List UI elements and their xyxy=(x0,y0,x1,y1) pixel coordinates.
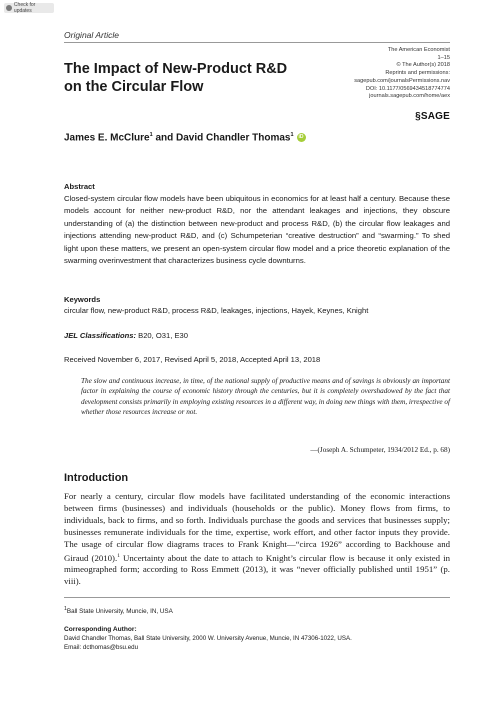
footnote-divider xyxy=(64,597,450,598)
reprints: Reprints and permissions: xyxy=(385,70,450,77)
permissions-link[interactable]: sagepub.com/journalsPermissions.nav xyxy=(354,77,450,84)
corresponding-author-heading: Corresponding Author: xyxy=(64,626,137,633)
badge-label: Check for updates xyxy=(13,2,36,14)
corresponding-address: David Chandler Thomas, Ball State University, 2000 W. University Avenue, Muncie, IN 47306-1022, USA. xyxy=(64,635,352,642)
title-line-2: on the Circular Flow xyxy=(64,79,204,95)
affiliation-marker: 1 xyxy=(149,132,153,138)
page-range: 1–15 xyxy=(437,54,450,61)
affiliation-marker: 1 xyxy=(64,606,67,612)
author-name[interactable]: David Chandler Thomas xyxy=(176,132,291,144)
update-icon xyxy=(6,5,12,11)
introduction-heading: Introduction xyxy=(64,472,129,484)
title-line-1: The Impact of New-Product R&D xyxy=(64,61,288,77)
affiliation xyxy=(64,606,173,615)
sage-logo-icon: § xyxy=(415,111,421,122)
author-name[interactable]: James E. McClure xyxy=(64,132,150,144)
jel-codes: B20, O31, E30 xyxy=(136,331,188,340)
keywords-heading: Keywords xyxy=(64,295,101,304)
author-list xyxy=(64,132,306,143)
sage-logo: §SAGE xyxy=(415,111,450,122)
received-dates: Received November 6, 2017, Revised April 5, 2018, Accepted April 13, 2018 xyxy=(64,355,321,364)
introduction-paragraph-part-1: For nearly a century, circular flow models have facilitated understanding of the economic interactions between firms (businesses) and individuals (households or the public). Money flows from firms, to individuals, back to firms, and so forth. Individuals purchase the goods and services that businesses supply; businesses remunerate individuals for the time, expertise, work effort, and other factor inputs they provide. The usage of circular flow diagrams traces to Frank Knight—“circa 1926” according to Backhouse and Giraud (2010). xyxy=(64,491,450,563)
introduction-paragraph-part-2: Uncertainty about the date to attach to Knight’s circular flow is because it only existed in mimeographed form; according to Ross Emmett (2013), it was “never officially published until 1951” (p. viii). xyxy=(64,552,450,587)
article-type: Original Article xyxy=(64,30,119,40)
keywords-text: circular flow, new-product R&D, process R&D, leakages, injections, Hayek, Keynes, Knight xyxy=(64,306,369,315)
journal-name: The American Economist xyxy=(387,47,450,53)
footnote-marker[interactable]: 1 xyxy=(117,552,120,559)
article-title xyxy=(64,60,344,96)
journal-link[interactable]: journals.sagepub.com/home/aex xyxy=(369,93,450,100)
introduction-text xyxy=(64,491,450,588)
jel-label: JEL Classifications: xyxy=(64,331,137,340)
check-for-updates-badge[interactable] xyxy=(4,3,54,13)
affiliation-text: Ball State University, Muncie, IN, USA xyxy=(66,608,173,616)
header-divider xyxy=(64,42,450,43)
copyright: © The Author(s) 2018 xyxy=(396,62,450,69)
author-conjunction: and xyxy=(152,132,177,144)
journal-meta xyxy=(354,47,450,101)
doi[interactable]: DOI: 10.1177/0569434518774774 xyxy=(365,85,450,92)
abstract-heading: Abstract xyxy=(64,182,95,191)
jel-classifications xyxy=(64,331,188,340)
orcid-icon[interactable]: iD xyxy=(298,134,304,141)
corresponding-author-details xyxy=(64,635,352,652)
corresponding-email[interactable]: Email: dcthomas@bsu.edu xyxy=(64,643,139,651)
epigraph-text: The slow and continuous increase, in time, of the national supply of productive means and of savings is obviously an important factor in explaining the course of economic history through the centuries, but it is completely overshadowed by the fact that development consists primarily in employing existing resources in a different way, in doing new things with them, irrespective of whether those resources increase or not. xyxy=(81,377,450,417)
epigraph-attribution: —(Joseph A. Schumpeter, 1934/2012 Ed., p. 68) xyxy=(310,446,450,454)
abstract-text: Closed-system circular flow models have been ubiquitous in economics for at least half a century. Because these models account for neither new-product R&D, nor the attendant leakages and injections, they obscure understanding of (a) the distinction between new-product and process R&D, (b) the circular flow leakages and injections attending new-product R&D, and (c) Schumpeterian “creative destruction” and “swarming.” To shed light upon these matters, we present an open-system circular flow model and a price theoretic explanation of the swarming overinvestment that characterizes business cycle downturns. xyxy=(64,194,450,266)
affiliation-marker: 1 xyxy=(290,132,294,138)
